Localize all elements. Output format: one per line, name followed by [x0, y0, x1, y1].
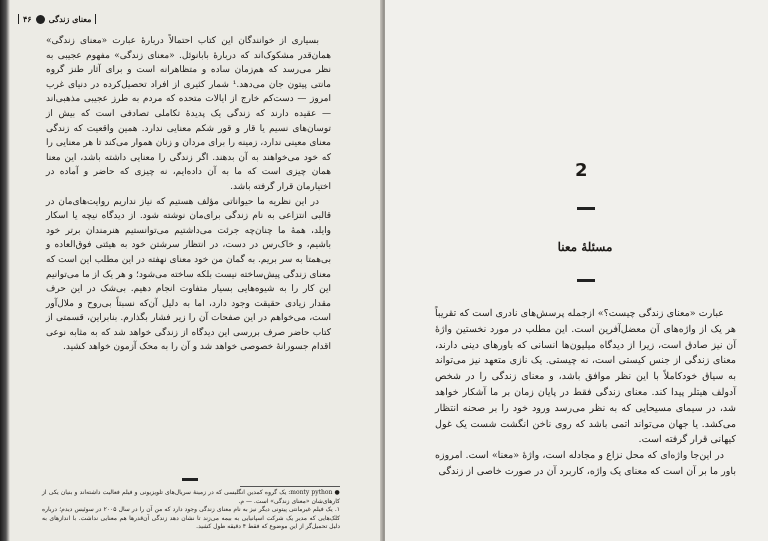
right-page: [385, 0, 768, 541]
section-separator: [182, 478, 198, 481]
page-number: ۴۶: [23, 14, 32, 24]
paragraph: بسیاری از خوانندگان این کتاب احتمالاً دربارهٔ عبارت «معنای زندگی» همان‌قدر مشکوک‌اند که دربارهٔ بابانوئل. «معنای زندگی» مفهوم عجیبی به نظر می‌رسد که هم‌زمان ساده و متظاهرانه است و برای آثار طنز گروه مانتی پیتون جان می‌دهد.¹ شمار کثیری از افراد تحصیل‌کرده در دنیای غرب امروز — دست‌کم خارج از ایالات متحده که مردم به طرز عجیبی مذهبی‌اند — عقیده دارند که زندگی یک پدیدهٔ تکاملی تصادفی است که بیش از توسان‌های نسیم یا قار و قور شکم معنایی ندارد. همین واقعیت که زندگی معنای معینی ندارد، زمینه را برای مردان و زنان هموار می‌کند تا هر معنایی را که خود می‌خواهند به آن بدهند. اگر زندگی را معنایی داشته باشد، این معنا همان چیزی است که ما به آن داده‌ایم، نه چیزی که حاضر و آماده در اختیارمان قرار گرفته باشد.: [46, 36, 331, 192]
chapter-separator: [577, 279, 595, 282]
right-body-text: [435, 306, 736, 480]
paragraph: در این نظریه ما حیواناتی مؤلف هستیم که نیاز نداریم روایت‌های‌مان در قالبی انتزاعی به نام زندگی برای‌مان نوشته شود. از دیدگاه نیچه یا اسکار وایلد، همهٔ ما چنان‌چه جرئت می‌داشتیم می‌توانستیم هنرمندان برتر خود باشیم، و خاک‌رس در دست، در انتظار سرشتن خود به هیئتی فوق‌العاده و بی‌همتا به سر بریم. به گمان من خود معنای نهفته در این مطلب این است که معنای زندگی پیش‌ساخته نیست بلکه ساخته می‌شود؛ و هر یک از ما می‌توانیم این کار را به شیوه‌هایی بسیار متفاوت انجام دهیم. بی‌شک در این حرف مقدار زیادی حقیقت وجود دارد، اما به دلیل آن‌که نسبتاً بی‌روح و ملال‌آور است، می‌خواهم در این صفحات آن را زیر فشار بگذارم. بنابراین، قسمتی از کتاب حاضر صرف بررسی این دیدگاه از زندگی خواهد شد که به مثابه نوعی اقدام جسورانهٔ خصوصی خواهد شد و آن را به محک آزمون خواهد کشید.: [46, 196, 331, 353]
chapter-title: مسئلهٔ معنا: [557, 240, 613, 254]
left-body-text: [46, 34, 331, 355]
chapter-number: 2: [575, 160, 588, 181]
footnote-rule: [240, 486, 340, 487]
running-head-bar: [18, 14, 19, 24]
running-head: [18, 14, 322, 24]
footnote: ● monty python: یک گروه کمدین انگلیسی که در زمینهٔ سریال‌های تلویزیونی و فیلم فعالیت داشته‌اند و بنیان یکی از کارهای‌شان «معنای زندگی» است. — م.: [42, 489, 341, 505]
paragraph: در این‌جا واژه‌ای که محل نزاع و مجادله است، واژهٔ «معنا» است. امروزه باور ما بر آن است که معنای یک واژه، کاربرد آن در صورت خاصی از زندگی: [435, 450, 736, 477]
running-head-bar: [95, 14, 96, 24]
footnote: ۱. یک فیلم غیرمانتی پیتونی دیگر نیز به نام معنای زندگی وجود دارد که من آن را در سال ۲۰۰۵ در سوئیس دیدم؛ درباره کلک‌هایی که مدیر یک شرکت اسپانیایی به بیمه می‌زند تا نشان دهد زندگی آن‌قدرها هم معنایی نداشت. با اندازهای به دلیل تحمیل‌گر از این موضوع که فقط ۴ دقیقه طول کشید.: [42, 506, 340, 531]
paragraph: عبارت «معنای زندگی چیست؟» ازجمله پرسش‌های نادری است که تقریباً هر یک از واژه‌های آن معضل‌آفرین است. این مطلب در مورد نخستین واژهٔ آن نیز صادق است، زیرا از دیدگاه میلیون‌ها انسانی که باورهای دینی دارند، معنای زندگی از جنس کیستی است، نه چیستی. یک نازی متعهد نیز می‌تواند به سیاق خودکاملاً با این نظر موافق باشد، و معنای زندگی را در شخص آدولف هیتلر پیدا کند. معنای زندگی فقط در پایان زمان بر ما آشکار خواهد شد، در سیمای مسیحایی که به نظر می‌رسد ورود خود را بر صحنه انتظار می‌کشد. یا جهان می‌تواند اتمی باشد که روی ناخن انگشت شست یک غول کیهانی قرار گرفته است.: [435, 308, 736, 446]
left-page: [0, 0, 383, 541]
ornament-icon: [36, 15, 45, 24]
running-head-title: معنای زندگی: [48, 14, 92, 24]
scan-edge-shadow: [0, 0, 10, 541]
footnotes: [42, 489, 340, 532]
chapter-separator: [577, 207, 595, 210]
